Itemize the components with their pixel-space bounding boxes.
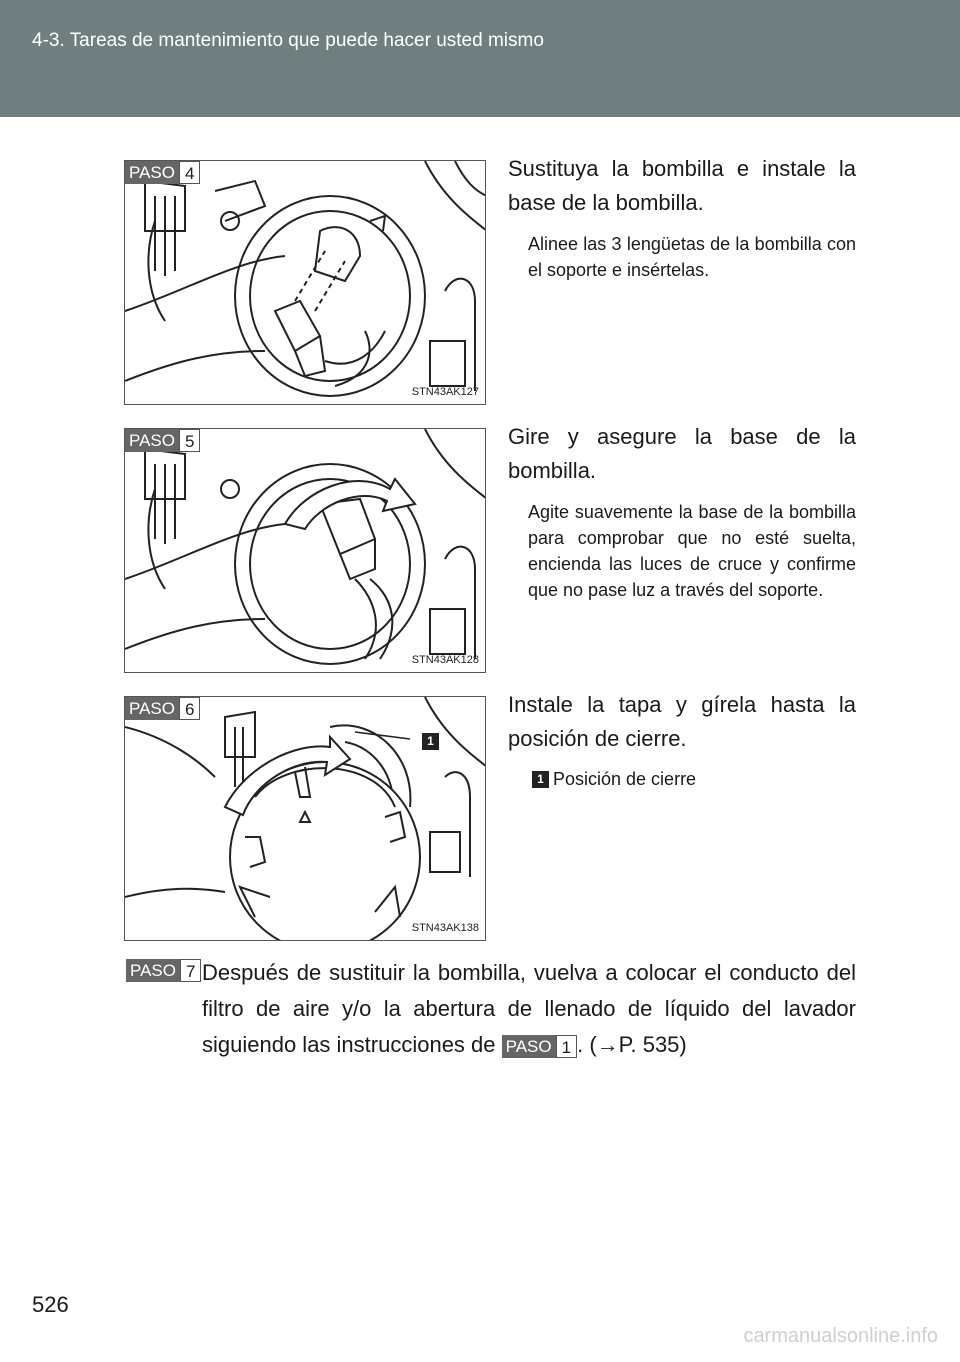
ref-badge-number: 1 <box>556 1035 577 1058</box>
step-badge-number: 5 <box>179 429 200 452</box>
watermark: carmanualsonline.info <box>743 1325 938 1347</box>
figure-code: STN43AK127 <box>411 386 479 398</box>
step-badge-number: 4 <box>179 161 200 184</box>
step-4-badge <box>125 161 200 184</box>
step-7-page-reference[interactable]: . (→P. 535) <box>577 1032 687 1057</box>
step-badge-number: 7 <box>180 959 201 982</box>
ref-badge-word: PASO <box>502 1035 556 1058</box>
step-7-text-before: Después de sustituir la bombilla, vuelva a colocar el conducto del filtro de aire y/o la abertura de llenado de líquido del lavador siguiendo las instrucciones de <box>202 960 856 1057</box>
step-6-main-text: Instale la tapa y gírela hasta la posición de cierre. <box>508 692 856 751</box>
step-reference-badge <box>502 1035 577 1058</box>
step-5-badge <box>125 429 200 452</box>
step-5-sub-text: Agite suavemente la base de la bombilla para comprobar que no esté suelta, encienda las luces de cruce y confirme que no pase luz a través del soporte. <box>528 502 856 600</box>
step-7 <box>126 955 856 1063</box>
step-badge-word: PASO <box>125 697 179 720</box>
legend-item <box>532 769 696 790</box>
page-number: 526 <box>32 1292 69 1317</box>
step-7-badge <box>126 959 201 982</box>
callout-marker: 1 <box>422 733 439 750</box>
step-badge-word: PASO <box>125 161 179 184</box>
bulb-rotate-illustration <box>125 429 486 673</box>
step-5-main-text: Gire y asegure la base de la bombilla. <box>508 424 856 483</box>
step-7-text <box>202 955 856 1063</box>
bulb-illustration <box>125 161 486 405</box>
step-4-main-text: Sustituya la bombilla e instale la base de la bombilla. <box>508 156 856 215</box>
step-6-badge <box>125 697 200 720</box>
figure-step-5 <box>124 428 486 673</box>
figure-step-6 <box>124 696 486 941</box>
chapter-title: 4-3. Tareas de mantenimiento que puede hacer usted mismo <box>32 30 544 51</box>
figure-code: STN43AK128 <box>411 654 479 666</box>
step-badge-word: PASO <box>126 959 180 982</box>
step-badge-word: PASO <box>125 429 179 452</box>
figure-code: STN43AK138 <box>411 922 479 934</box>
legend-label: Posición de cierre <box>553 769 697 789</box>
legend-callout-marker: 1 <box>532 771 549 788</box>
figure-step-4 <box>124 160 486 405</box>
step-4-sub-text: Alinee las 3 lengüetas de la bombilla con el soporte e insértelas. <box>528 234 856 280</box>
chapter-header <box>0 0 960 117</box>
step-badge-number: 6 <box>179 697 200 720</box>
